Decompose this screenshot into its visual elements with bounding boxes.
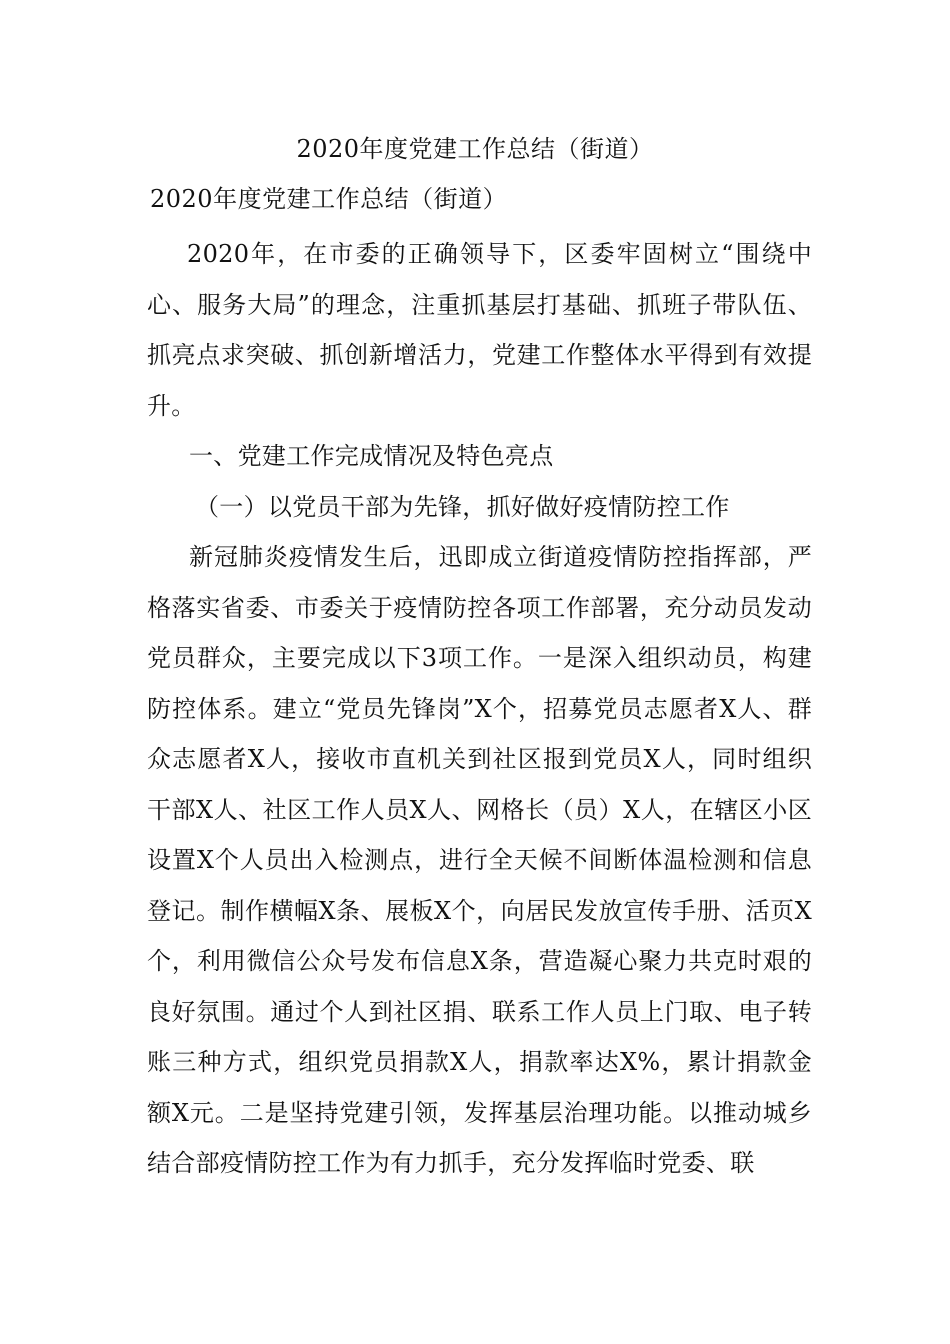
section-heading: 一、党建工作完成情况及特色亮点 xyxy=(189,442,554,470)
subsection-heading: （一）以党员干部为先锋，抓好做好疫情防控工作 xyxy=(195,492,730,521)
document-body xyxy=(147,229,812,1189)
document-title: 2020年度党建工作总结（街道） xyxy=(296,135,654,163)
body-paragraph: 新冠肺炎疫情发生后，迅即成立街道疫情防控指挥部，严格落实省委、市委关于疫情防控各项工作部署，充分动员发动党员群众，主要完成以下3项工作。一是深入组织动员，构建防控体系。建立“党员先锋岗”X个，招募党员志愿者X人、群众志愿者X人，接收市直机关到社区报到党员X人，同时组织干部X人、社区工作人员X人、网格长（员）X人，在辖区小区设置X个人员出入检测点，进行全天候不间断体温检测和信息登记。制作横幅X条、展板X个，向居民发放宣传手册、活页X个，利用微信公众号发布信息X条，营造凝心聚力共克时艰的良好氛围。通过个人到社区捐、联系工作人员上门取、电子转账三种方式，组织党员捐款X人，捐款率达X%，累计捐款金额X元。二是坚持党建引领，发挥基层治理功能。以推动城乡结合部疫情防控工作为有力抓手，充分发挥临时党委、联 xyxy=(147,543,812,1177)
intro-paragraph: 2020年，在市委的正确领导下，区委牢固树立“围绕中心、服务大局”的理念，注重抓基层打基础、抓班子带队伍、抓亮点求突破、抓创新增活力，党建工作整体水平得到有效提升。 xyxy=(147,240,812,420)
document-subtitle: 2020年度党建工作总结（街道） xyxy=(150,185,508,213)
